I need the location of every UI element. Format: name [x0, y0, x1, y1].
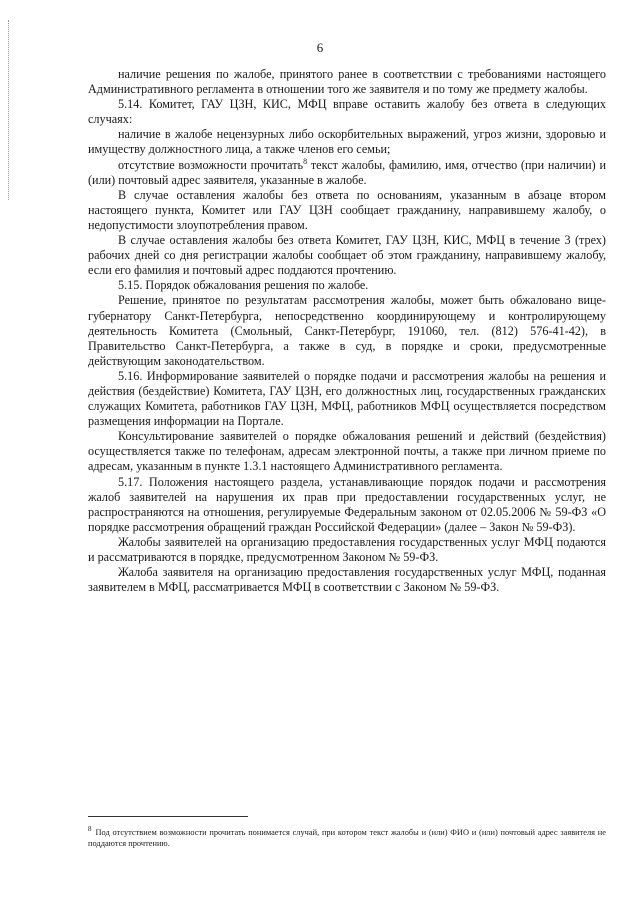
- paragraph-abuse-of-right: В случае оставления жалобы без ответа по основаниям, указанным в абзаце втором настоящего пункта, Комитет или ГАУ ЦЗН сообщает гражданину, направившему жалобу, о недопустимости злоупотребления правом.: [88, 187, 606, 232]
- paragraph-mfc-complaint-review: Жалоба заявителя на организацию предоставления государственных услуг МФЦ, поданная заявителем в МФЦ, рассматривается МФЦ в соответствии с Законом № 59-ФЗ.: [88, 565, 606, 595]
- document-body: [88, 67, 606, 595]
- unreadable-text-end: текст жалобы, фамилию, имя, отчество (при наличии) и (или) почтовый адрес заявителя, указанные в жалобе.: [88, 157, 606, 187]
- paragraph-consulting: Консультирование заявителей о порядке обжалования решений и действий (бездействия) осуществляется также по телефонам, адресам электронной почты, а также при личном приеме по адресам, указанным в пункте 1.3.1 настоящего Административного регламента.: [88, 429, 606, 474]
- paragraph-5-15: 5.15. Порядок обжалования решения по жалобе.: [118, 278, 369, 293]
- paragraph-unreadable: [88, 158, 606, 188]
- paragraph-mfc-complaints: Жалобы заявителей на организацию предоставления государственных услуг МФЦ подаются и рассматриваются в порядке, предусмотренном Законом № 59-ФЗ.: [88, 534, 606, 564]
- paragraph-5-17: 5.17. Положения настоящего раздела, устанавливающие порядок подачи и рассмотрения жалоб заявителей на нарушения их прав при предоставлении государственных услуг, не распространяются на отношения, регулируемые Федеральным законом от 02.05.2006 № 59-ФЗ «О порядке рассмотрения обращений граждан Российской Федерации» (далее – Закон № 59-ФЗ).: [88, 474, 606, 534]
- paragraph-obscene-language: наличие в жалобе нецензурных либо оскорбительных выражений, угроз жизни, здоровью и имуществу должностного лица, а также членов его семьи;: [88, 127, 606, 157]
- paragraph-5-14: 5.14. Комитет, ГАУ ЦЗН, КИС, МФЦ вправе оставить жалобу без ответа в следующих случаях:: [88, 97, 606, 127]
- footnote: [88, 824, 606, 850]
- footnote-number: 8: [88, 825, 92, 833]
- paragraph-5-16: 5.16. Информирование заявителей о порядке подачи и рассмотрения жалобы на решения и действия (бездействие) Комитета, ГАУ ЦЗН, его должностных лиц, государственных гражданских служащих Комитета, работников ГАУ ЦЗН, МФЦ, работников МФЦ осуществляется посредством размещения информации на Портале.: [88, 368, 606, 429]
- paragraph-three-days: В случае оставления жалобы без ответа Комитет, ГАУ ЦЗН, КИС, МФЦ в течение 3 (трех) рабочих дней со дня регистрации жалобы сообщает об этом гражданину, направившему жалобу, если его фамилия и почтовый адрес поддаются прочтению.: [88, 233, 606, 278]
- paragraph-appeal: Решение, принятое по результатам рассмотрения жалобы, может быть обжаловано вице-губернатору Санкт-Петербурга, непосредственно координирующему и контролирующему деятельность Комитета (Смольный, Санкт-Петербург, 191060, тел. (812) 576-41-42), в Правительство Санкт-Петербурга, а также в суд, в порядке и сроки, предусмотренные действующим законодательством.: [88, 293, 606, 368]
- footnote-separator: [88, 816, 248, 817]
- footnote-text: Под отсутствием возможности прочитать понимается случай, при котором текст жалобы и (или) ФИО и (или) почтовый адрес заявителя не поддаются прочтению.: [88, 827, 606, 849]
- footnote-reference: 8: [303, 156, 308, 166]
- paragraph-decision-exists: наличие решения по жалобе, принятого ранее в соответствии с требованиями настоящего Административного регламента в отношении того же заявителя и по тому же предмету жалобы.: [88, 67, 606, 97]
- page-number: 6: [316, 40, 324, 55]
- unreadable-text-start: отсутствие возможности прочитать: [118, 157, 304, 172]
